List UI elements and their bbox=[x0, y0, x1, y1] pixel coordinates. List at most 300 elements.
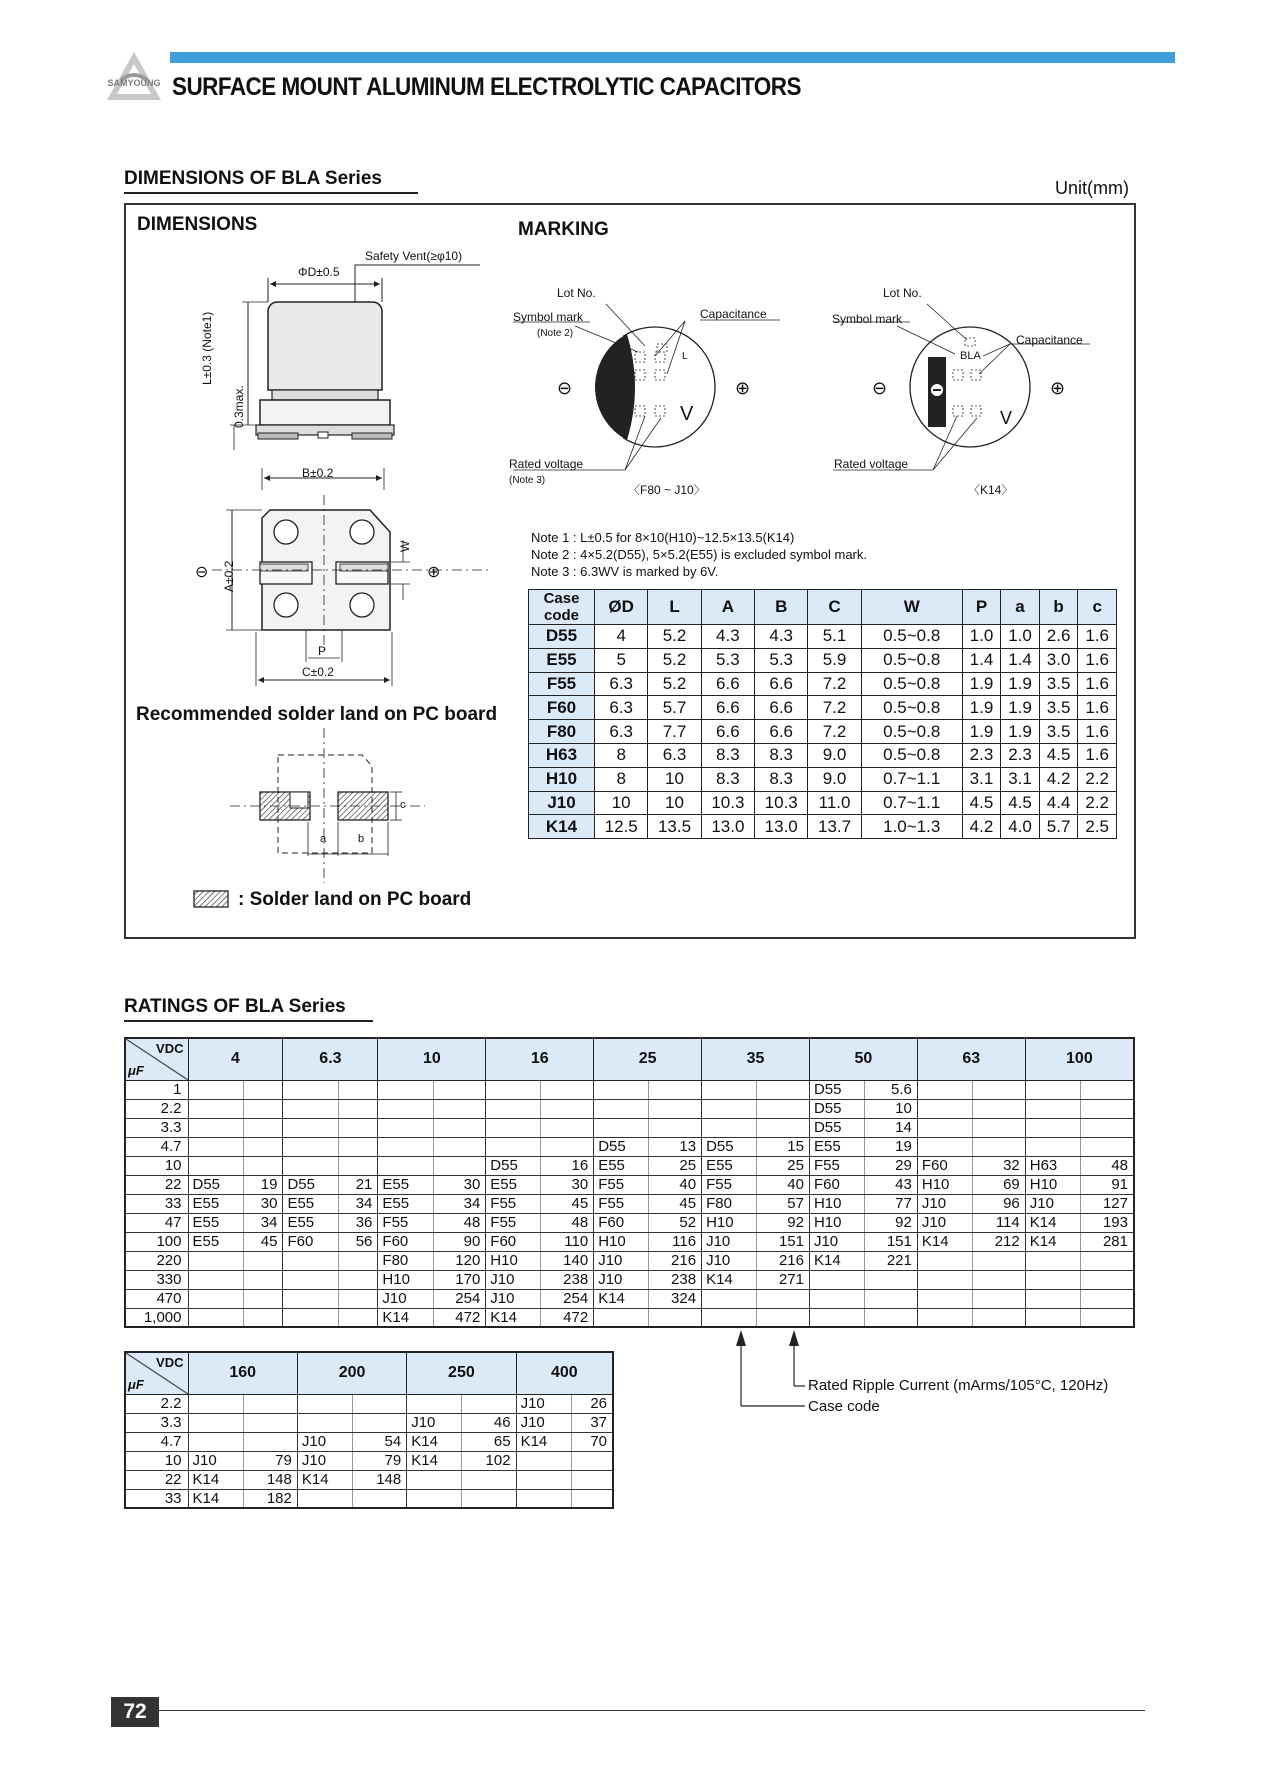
symbol-mark-label: Symbol mark bbox=[513, 310, 584, 324]
dims-cell: 2.2 bbox=[1078, 791, 1117, 815]
ripple-current-cell bbox=[1080, 1137, 1134, 1156]
capacitor-drawing bbox=[190, 240, 510, 710]
case-code-cell bbox=[407, 1489, 462, 1508]
ripple-current-cell: 120 bbox=[433, 1251, 486, 1270]
ripple-current-cell bbox=[433, 1118, 486, 1137]
case-code-cell: K14 bbox=[188, 1489, 243, 1508]
ripple-current-cell bbox=[865, 1308, 918, 1327]
ripple-current-cell bbox=[243, 1413, 297, 1432]
dims-cell: 2.2 bbox=[1078, 767, 1117, 791]
voltage-header: 50 bbox=[809, 1038, 917, 1080]
ripple-current-cell bbox=[338, 1080, 378, 1099]
case-code-cell bbox=[594, 1118, 649, 1137]
ripple-current-cell: 79 bbox=[243, 1451, 297, 1470]
case-code-cell bbox=[188, 1394, 243, 1413]
capacitance-label: Capacitance bbox=[700, 307, 767, 321]
case-code-cell bbox=[188, 1432, 243, 1451]
dims-cell: 10 bbox=[595, 791, 648, 815]
dims-cell: 10.3 bbox=[701, 791, 754, 815]
case-code-cell bbox=[297, 1394, 352, 1413]
ripple-current-cell: 21 bbox=[338, 1175, 378, 1194]
ripple-current-cell bbox=[541, 1137, 594, 1156]
note-2: Note 2 : 4×5.2(D55), 5×5.2(E55) is excluded symbol mark. bbox=[531, 547, 867, 562]
dims-cell: 1.9 bbox=[962, 672, 1001, 696]
capacitance-cell: 10 bbox=[125, 1156, 188, 1175]
dims-cell: 6.6 bbox=[701, 696, 754, 720]
case-code-cell: E55 bbox=[486, 1175, 541, 1194]
ripple-current-cell: 92 bbox=[865, 1213, 918, 1232]
case-code-cell: H10 bbox=[594, 1232, 649, 1251]
ripple-current-cell: 102 bbox=[462, 1451, 516, 1470]
minus-symbol: ⊖ bbox=[195, 564, 209, 581]
case-code-cell: H10 bbox=[529, 767, 595, 791]
case-code-cell: F80 bbox=[529, 720, 595, 744]
case-code-cell bbox=[407, 1394, 462, 1413]
ripple-current-cell bbox=[433, 1080, 486, 1099]
voltage-header: 200 bbox=[297, 1352, 406, 1394]
case-code-cell bbox=[297, 1413, 352, 1432]
case-code-cell: D55 bbox=[188, 1175, 243, 1194]
voltage-header: 16 bbox=[486, 1038, 594, 1080]
case-code-cell: J10 bbox=[809, 1232, 864, 1251]
dims-cell: 0.7~1.1 bbox=[861, 767, 962, 791]
solder-legend-text: : Solder land on PC board bbox=[238, 889, 472, 910]
case-code-cell bbox=[809, 1308, 864, 1327]
case-code-cell: K14 bbox=[407, 1432, 462, 1451]
dims-header-cell: B bbox=[755, 590, 808, 625]
ripple-current-cell bbox=[865, 1289, 918, 1308]
dims-cell: 12.5 bbox=[595, 815, 648, 839]
ripple-current-cell bbox=[541, 1118, 594, 1137]
ratings-row bbox=[125, 1289, 1134, 1308]
dimensions-label: DIMENSIONS bbox=[137, 214, 258, 235]
ratings-header-row bbox=[125, 1352, 613, 1394]
case-code-cell: K14 bbox=[486, 1308, 541, 1327]
case-code-cell: E55 bbox=[188, 1194, 243, 1213]
ripple-current-cell: 16 bbox=[541, 1156, 594, 1175]
case-code-cell bbox=[188, 1137, 243, 1156]
ratings-table-2 bbox=[124, 1351, 614, 1509]
dims-cell: 6.6 bbox=[701, 672, 754, 696]
capacitance-cell: 2.2 bbox=[125, 1394, 188, 1413]
case-code-cell: F60 bbox=[917, 1156, 972, 1175]
marking-label: MARKING bbox=[518, 219, 609, 240]
ripple-current-cell bbox=[243, 1080, 283, 1099]
page-title: SURFACE MOUNT ALUMINUM ELECTROLYTIC CAPACITORS bbox=[172, 73, 801, 101]
ripple-current-cell bbox=[757, 1289, 810, 1308]
case-code-cell: J10 bbox=[917, 1194, 972, 1213]
ripple-current-cell bbox=[433, 1099, 486, 1118]
case-code-cell: F55 bbox=[378, 1213, 433, 1232]
capacitance-cell: 22 bbox=[125, 1470, 188, 1489]
dims-cell: 2.3 bbox=[1001, 743, 1040, 767]
ripple-current-cell: 29 bbox=[865, 1156, 918, 1175]
case-code-cell: H63 bbox=[1025, 1156, 1080, 1175]
dims-cell: 5.9 bbox=[808, 648, 861, 672]
case-code-cell: J10 bbox=[1025, 1194, 1080, 1213]
case-code-cell: H63 bbox=[529, 743, 595, 767]
case-code-cell bbox=[188, 1413, 243, 1432]
ripple-current-cell bbox=[1080, 1080, 1134, 1099]
dims-header-cell: L bbox=[648, 590, 701, 625]
case-code-cell: J10 bbox=[297, 1451, 352, 1470]
ripple-current-cell bbox=[649, 1080, 702, 1099]
ripple-current-cell: 212 bbox=[972, 1232, 1025, 1251]
capacitance-cell: 47 bbox=[125, 1213, 188, 1232]
ratings-row bbox=[125, 1470, 613, 1489]
uf-label: μF bbox=[128, 1376, 144, 1392]
ratings-row bbox=[125, 1175, 1134, 1194]
dims-cell: 4.2 bbox=[962, 815, 1001, 839]
dims-cell: 1.6 bbox=[1078, 672, 1117, 696]
case-code-cell: F60 bbox=[529, 696, 595, 720]
ripple-current-cell bbox=[972, 1251, 1025, 1270]
ripple-current-cell: 90 bbox=[433, 1232, 486, 1251]
ripple-current-cell: 472 bbox=[541, 1308, 594, 1327]
ripple-current-cell bbox=[243, 1289, 283, 1308]
ripple-current-cell: 52 bbox=[649, 1213, 702, 1232]
dims-cell: 5.2 bbox=[648, 648, 701, 672]
marking-l: L bbox=[682, 351, 688, 362]
case-code-cell: E55 bbox=[188, 1232, 243, 1251]
ripple-current-cell bbox=[571, 1451, 613, 1470]
ripple-current-cell: 46 bbox=[462, 1413, 516, 1432]
unit-label: Unit(mm) bbox=[1055, 178, 1129, 198]
capacitance-cell: 2.2 bbox=[125, 1099, 188, 1118]
ripple-current-cell bbox=[1080, 1308, 1134, 1327]
case-code-cell: E55 bbox=[378, 1175, 433, 1194]
ripple-current-cell: 91 bbox=[1080, 1175, 1134, 1194]
dims-header-cell: P bbox=[962, 590, 1001, 625]
dims-cell: 0.5~0.8 bbox=[861, 648, 962, 672]
ripple-current-cell: 30 bbox=[243, 1194, 283, 1213]
dims-cell: 5.2 bbox=[648, 672, 701, 696]
dims-cell: 1.9 bbox=[1001, 672, 1040, 696]
ripple-current-cell bbox=[571, 1489, 613, 1508]
diameter-label: ΦD±0.5 bbox=[298, 265, 340, 279]
case-code-cell bbox=[188, 1080, 243, 1099]
dims-header-cell: ØD bbox=[595, 590, 648, 625]
case-code-cell: E55 bbox=[809, 1137, 864, 1156]
range-left-label: 〈F80 ~ J10〉 bbox=[628, 483, 706, 497]
case-code-cell: D55 bbox=[809, 1099, 864, 1118]
case-code-cell bbox=[702, 1118, 757, 1137]
voltage-header: 160 bbox=[188, 1352, 297, 1394]
case-code-cell: K14 bbox=[1025, 1213, 1080, 1232]
vdc-uf-corner bbox=[125, 1038, 188, 1080]
ripple-legend: Rated Ripple Current (mArms/105°C, 120Hz) bbox=[808, 1377, 1109, 1394]
dims-cell: 1.6 bbox=[1078, 648, 1117, 672]
case-code-cell bbox=[917, 1118, 972, 1137]
dims-cell: 1.6 bbox=[1078, 720, 1117, 744]
solder-land-heading: Recommended solder land on PC board bbox=[136, 704, 498, 725]
dims-cell: 1.9 bbox=[1001, 720, 1040, 744]
case-code-cell: D55 bbox=[809, 1080, 864, 1099]
case-code-cell bbox=[702, 1308, 757, 1327]
ratings-row bbox=[125, 1489, 613, 1508]
ripple-current-cell: 36 bbox=[338, 1213, 378, 1232]
case-code-cell: J10 bbox=[486, 1270, 541, 1289]
case-code-cell bbox=[378, 1137, 433, 1156]
capacitance-cell: 33 bbox=[125, 1194, 188, 1213]
ripple-current-cell bbox=[1080, 1289, 1134, 1308]
ripple-current-cell: 472 bbox=[433, 1308, 486, 1327]
case-code-cell bbox=[1025, 1099, 1080, 1118]
ripple-current-cell: 324 bbox=[649, 1289, 702, 1308]
voltage-header: 25 bbox=[594, 1038, 702, 1080]
ripple-current-cell bbox=[243, 1432, 297, 1451]
dims-cell: 1.4 bbox=[962, 648, 1001, 672]
case-code-cell: F55 bbox=[486, 1194, 541, 1213]
case-code-cell bbox=[702, 1080, 757, 1099]
case-code-cell bbox=[702, 1289, 757, 1308]
dims-cell: 1.9 bbox=[962, 720, 1001, 744]
case-code-cell bbox=[283, 1308, 338, 1327]
ripple-current-cell bbox=[243, 1156, 283, 1175]
dims-cell: 9.0 bbox=[808, 743, 861, 767]
case-code-cell: J10 bbox=[702, 1232, 757, 1251]
case-code-cell bbox=[917, 1080, 972, 1099]
case-code-cell bbox=[917, 1137, 972, 1156]
ratings-row bbox=[125, 1118, 1134, 1137]
ripple-current-cell: 151 bbox=[757, 1232, 810, 1251]
dims-cell: 5 bbox=[595, 648, 648, 672]
case-code-cell bbox=[283, 1118, 338, 1137]
case-code-cell: H10 bbox=[917, 1175, 972, 1194]
ripple-current-cell bbox=[338, 1251, 378, 1270]
case-code-cell: H10 bbox=[702, 1213, 757, 1232]
ratings-row bbox=[125, 1308, 1134, 1327]
ripple-current-cell: 216 bbox=[757, 1251, 810, 1270]
case-code-cell: E55 bbox=[378, 1194, 433, 1213]
dims-cell: 6.3 bbox=[595, 672, 648, 696]
capacitance-cell: 22 bbox=[125, 1175, 188, 1194]
ripple-current-cell: 216 bbox=[649, 1251, 702, 1270]
dims-cell: 3.1 bbox=[1001, 767, 1040, 791]
dims-cell: 0.5~0.8 bbox=[861, 720, 962, 744]
case-code-cell bbox=[702, 1099, 757, 1118]
samyoung-logo bbox=[103, 50, 165, 106]
case-code-cell bbox=[378, 1099, 433, 1118]
case-code-cell bbox=[188, 1118, 243, 1137]
case-code-cell bbox=[188, 1251, 243, 1270]
case-code-cell: F55 bbox=[594, 1194, 649, 1213]
ratings-row bbox=[125, 1099, 1134, 1118]
w-dimension-label: W bbox=[398, 540, 412, 552]
case-code-cell bbox=[188, 1308, 243, 1327]
case-code-cell bbox=[1025, 1289, 1080, 1308]
case-code-cell: K14 bbox=[529, 815, 595, 839]
dims-cell: 1.0 bbox=[962, 625, 1001, 649]
ripple-current-cell bbox=[972, 1270, 1025, 1289]
ripple-current-cell: 116 bbox=[649, 1232, 702, 1251]
case-code-cell bbox=[486, 1118, 541, 1137]
ripple-current-cell: 14 bbox=[865, 1118, 918, 1137]
dims-cell: 1.9 bbox=[1001, 696, 1040, 720]
ripple-current-cell bbox=[1080, 1099, 1134, 1118]
case-code-cell: D55 bbox=[486, 1156, 541, 1175]
ripple-current-cell bbox=[338, 1137, 378, 1156]
ripple-current-cell: 5.6 bbox=[865, 1080, 918, 1099]
ripple-current-cell bbox=[433, 1137, 486, 1156]
ripple-current-cell: 70 bbox=[571, 1432, 613, 1451]
case-code-cell: F55 bbox=[809, 1156, 864, 1175]
dims-row bbox=[529, 767, 1117, 791]
dims-row bbox=[529, 743, 1117, 767]
ripple-current-cell: 148 bbox=[243, 1470, 297, 1489]
case-code-cell: E55 bbox=[283, 1213, 338, 1232]
ripple-current-cell: 127 bbox=[1080, 1194, 1134, 1213]
case-code-cell: J10 bbox=[407, 1413, 462, 1432]
b-dimension-label: B±0.2 bbox=[302, 466, 334, 480]
ripple-current-cell: 79 bbox=[353, 1451, 407, 1470]
case-code-cell bbox=[486, 1080, 541, 1099]
solder-legend-swatch bbox=[193, 890, 229, 908]
ripple-current-cell bbox=[338, 1118, 378, 1137]
dims-cell: 1.4 bbox=[1001, 648, 1040, 672]
dims-row bbox=[529, 720, 1117, 744]
dims-cell: 4.5 bbox=[1039, 743, 1078, 767]
dims-cell: 2.6 bbox=[1039, 625, 1078, 649]
dims-cell: 7.2 bbox=[808, 696, 861, 720]
ratings-row bbox=[125, 1194, 1134, 1213]
voltage-header: 250 bbox=[407, 1352, 516, 1394]
ripple-current-cell: 34 bbox=[338, 1194, 378, 1213]
ripple-current-cell bbox=[243, 1099, 283, 1118]
case-code-legend: Case code bbox=[808, 1398, 880, 1415]
ratings-row bbox=[125, 1137, 1134, 1156]
capacitance-cell: 100 bbox=[125, 1232, 188, 1251]
ripple-current-cell: 37 bbox=[571, 1413, 613, 1432]
case-code-cell bbox=[283, 1080, 338, 1099]
dims-cell: 5.1 bbox=[808, 625, 861, 649]
case-code-cell bbox=[378, 1080, 433, 1099]
vdc-label: VDC bbox=[156, 1041, 184, 1056]
voltage-header: 63 bbox=[917, 1038, 1025, 1080]
case-code-cell bbox=[917, 1270, 972, 1289]
svg-text:SAMYOUNG: SAMYOUNG bbox=[107, 78, 161, 88]
case-code-cell: F80 bbox=[702, 1194, 757, 1213]
case-code-cell bbox=[516, 1451, 571, 1470]
ripple-current-cell: 48 bbox=[433, 1213, 486, 1232]
ripple-current-cell bbox=[541, 1099, 594, 1118]
marking-minus-right: ⊖ bbox=[872, 378, 888, 398]
ripple-current-cell bbox=[338, 1289, 378, 1308]
case-code-cell: F60 bbox=[594, 1213, 649, 1232]
length-label: L±0.3 (Note1) bbox=[200, 311, 214, 385]
case-code-cell: F60 bbox=[283, 1232, 338, 1251]
ripple-current-cell bbox=[433, 1156, 486, 1175]
dims-cell: 3.5 bbox=[1039, 696, 1078, 720]
ripple-current-cell bbox=[338, 1270, 378, 1289]
case-code-cell bbox=[283, 1156, 338, 1175]
ripple-current-cell: 69 bbox=[972, 1175, 1025, 1194]
case-code-cell: K14 bbox=[188, 1470, 243, 1489]
case-code-cell bbox=[1025, 1118, 1080, 1137]
ripple-current-cell: 43 bbox=[865, 1175, 918, 1194]
case-code-cell bbox=[297, 1489, 352, 1508]
ripple-current-cell: 40 bbox=[757, 1175, 810, 1194]
solder-a-label: a bbox=[320, 833, 327, 845]
case-code-cell: E55 bbox=[702, 1156, 757, 1175]
case-code-cell bbox=[188, 1289, 243, 1308]
case-code-cell bbox=[516, 1489, 571, 1508]
dims-cell: 4.3 bbox=[701, 625, 754, 649]
ripple-current-cell: 110 bbox=[541, 1232, 594, 1251]
case-code-cell bbox=[594, 1308, 649, 1327]
voltage-header: 35 bbox=[702, 1038, 810, 1080]
case-code-cell: K14 bbox=[917, 1232, 972, 1251]
capacitance-cell: 10 bbox=[125, 1451, 188, 1470]
case-code-cell: F55 bbox=[486, 1213, 541, 1232]
case-code-cell: J10 bbox=[594, 1270, 649, 1289]
case-code-cell: F60 bbox=[809, 1175, 864, 1194]
dims-cell: 6.6 bbox=[755, 672, 808, 696]
vdc-label: VDC bbox=[156, 1355, 184, 1370]
voltage-header: 400 bbox=[516, 1352, 613, 1394]
ripple-current-cell: 238 bbox=[649, 1270, 702, 1289]
ripple-current-cell bbox=[757, 1118, 810, 1137]
ripple-current-cell bbox=[972, 1137, 1025, 1156]
case-code-cell bbox=[378, 1118, 433, 1137]
capacitance-cell: 4.7 bbox=[125, 1137, 188, 1156]
case-code-cell: F55 bbox=[594, 1175, 649, 1194]
dims-cell: 6.6 bbox=[701, 720, 754, 744]
ripple-current-cell bbox=[338, 1156, 378, 1175]
ripple-current-cell: 96 bbox=[972, 1194, 1025, 1213]
vdc-uf-corner bbox=[125, 1352, 188, 1394]
case-code-cell: J10 bbox=[917, 1213, 972, 1232]
capacitance-cell: 4.7 bbox=[125, 1432, 188, 1451]
ripple-current-cell: 30 bbox=[541, 1175, 594, 1194]
voltage-header: 10 bbox=[378, 1038, 486, 1080]
c-dimension-label: C±0.2 bbox=[302, 665, 334, 679]
dims-cell: 8.3 bbox=[701, 743, 754, 767]
ripple-current-cell bbox=[353, 1489, 407, 1508]
dims-cell: 6.3 bbox=[595, 720, 648, 744]
case-code-cell: D55 bbox=[809, 1118, 864, 1137]
ripple-current-cell bbox=[972, 1289, 1025, 1308]
ripple-current-cell: 193 bbox=[1080, 1213, 1134, 1232]
ripple-current-cell bbox=[353, 1413, 407, 1432]
dims-cell: 5.7 bbox=[1039, 815, 1078, 839]
ripple-current-cell bbox=[338, 1308, 378, 1327]
dims-header-cell: c bbox=[1078, 590, 1117, 625]
case-code-cell: J10 bbox=[529, 791, 595, 815]
heading-underline bbox=[124, 1020, 373, 1022]
case-code-cell: K14 bbox=[702, 1270, 757, 1289]
case-code-cell: K14 bbox=[407, 1451, 462, 1470]
case-code-cell bbox=[283, 1270, 338, 1289]
dims-row bbox=[529, 791, 1117, 815]
dims-cell: 3.0 bbox=[1039, 648, 1078, 672]
dims-row bbox=[529, 625, 1117, 649]
capacitance-cell: 3.3 bbox=[125, 1118, 188, 1137]
case-code-cell bbox=[594, 1099, 649, 1118]
dimensions-table bbox=[528, 589, 1117, 839]
solder-c-label: c bbox=[400, 799, 406, 811]
ratings-row bbox=[125, 1232, 1134, 1251]
ripple-current-cell bbox=[972, 1118, 1025, 1137]
dims-header-cell: b bbox=[1039, 590, 1078, 625]
ripple-current-cell: 221 bbox=[865, 1251, 918, 1270]
case-code-cell: F80 bbox=[378, 1251, 433, 1270]
case-code-cell: F55 bbox=[529, 672, 595, 696]
dims-cell: 5.3 bbox=[755, 648, 808, 672]
ripple-current-cell bbox=[571, 1470, 613, 1489]
ripple-current-cell: 25 bbox=[649, 1156, 702, 1175]
ratings-row bbox=[125, 1156, 1134, 1175]
